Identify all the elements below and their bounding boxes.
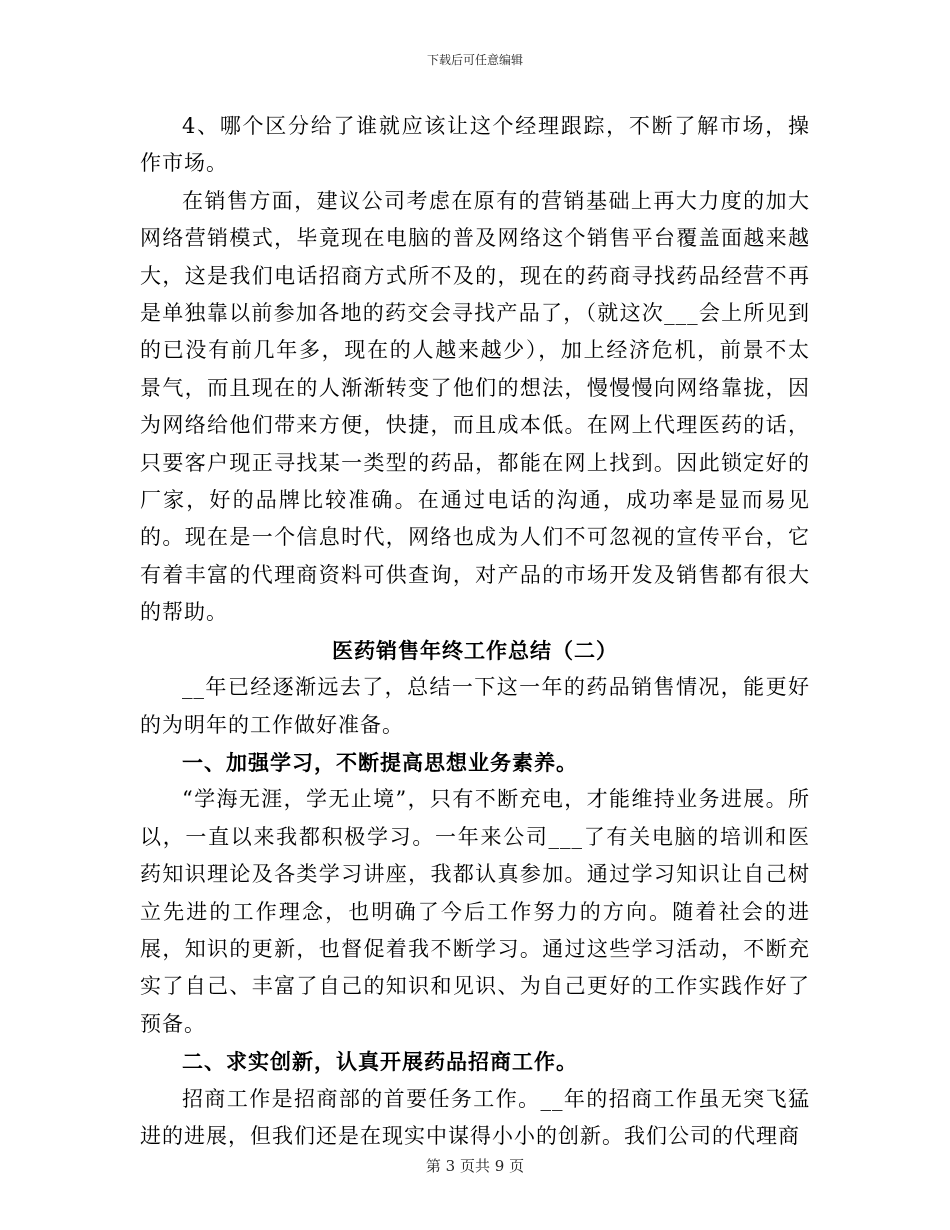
paragraph: __年已经逐渐远去了，总结一下这一年的药品销售情况，能更好的为明年的工作做好准备。 xyxy=(140,675,810,737)
paragraph: 在销售方面，建议公司考虑在原有的营销基础上再大力度的加大网络营销模式，毕竟现在电脑的普及网络这个销售平台覆盖面越来越大，这是我们电话招商方式所不及的，现在的药商寻找药品经营不再是单独靠以前参加各地的药交会寻找产品了，（就这次___会上所见到的已没有前几年多，现在的人越来越少），加上经济危机，前景不太景气，而且现在的人渐渐转变了他们的想法，慢慢慢向网络靠拢，因为网络给他们带来方便，快捷，而且成本低。在网上代理医药的话，只要客户现正寻找某一类型的药品，都能在网上找到。因此锁定好的厂家，好的品牌比较准确。在通过电话的沟通，成功率是显而易见的。现在是一个信息时代，网络也成为人们不可忽视的宣传平台，它有着丰富的代理商资料可供查询，对产品的市场开发及销售都有很大的帮助。 xyxy=(140,188,810,625)
section-heading: 一、加强学习，不断提高思想业务素养。 xyxy=(182,749,578,775)
paragraph: “学海无涯，学无止境”，只有不断充电，才能维持业务进展。所以，一直以来我都积极学习。一年来公司___了有关电脑的培训和医药知识理论及各类学习讲座，我都认真参加。通过学习知识让自己树立先进的工作理念，也明确了今后工作努力的方向。随着社会的进展，知识的更新，也督促着我不断学习。通过这些学习活动，不断充实了自己、丰富了自己的知识和见识、为自己更好的工作实践作好了预备。 xyxy=(140,787,810,1036)
page-header: 下载后可任意编辑 xyxy=(426,53,523,67)
document-body xyxy=(140,108,810,1155)
paragraph: 4、哪个区分给了谁就应该让这个经理跟踪，不断了解市场，操作市场。 xyxy=(140,114,810,176)
paragraph: 招商工作是招商部的首要任务工作。__年的招商工作虽无突飞猛进的进展，但我们还是在现实中谋得小小的创新。我们公司的代理商 xyxy=(140,1086,810,1148)
page-number: 第 3 页共 9 页 xyxy=(425,1157,525,1175)
section-heading: 二、求实创新，认真开展药品招商工作。 xyxy=(182,1049,578,1075)
section-title: 医药销售年终工作总结（二） xyxy=(332,637,618,663)
